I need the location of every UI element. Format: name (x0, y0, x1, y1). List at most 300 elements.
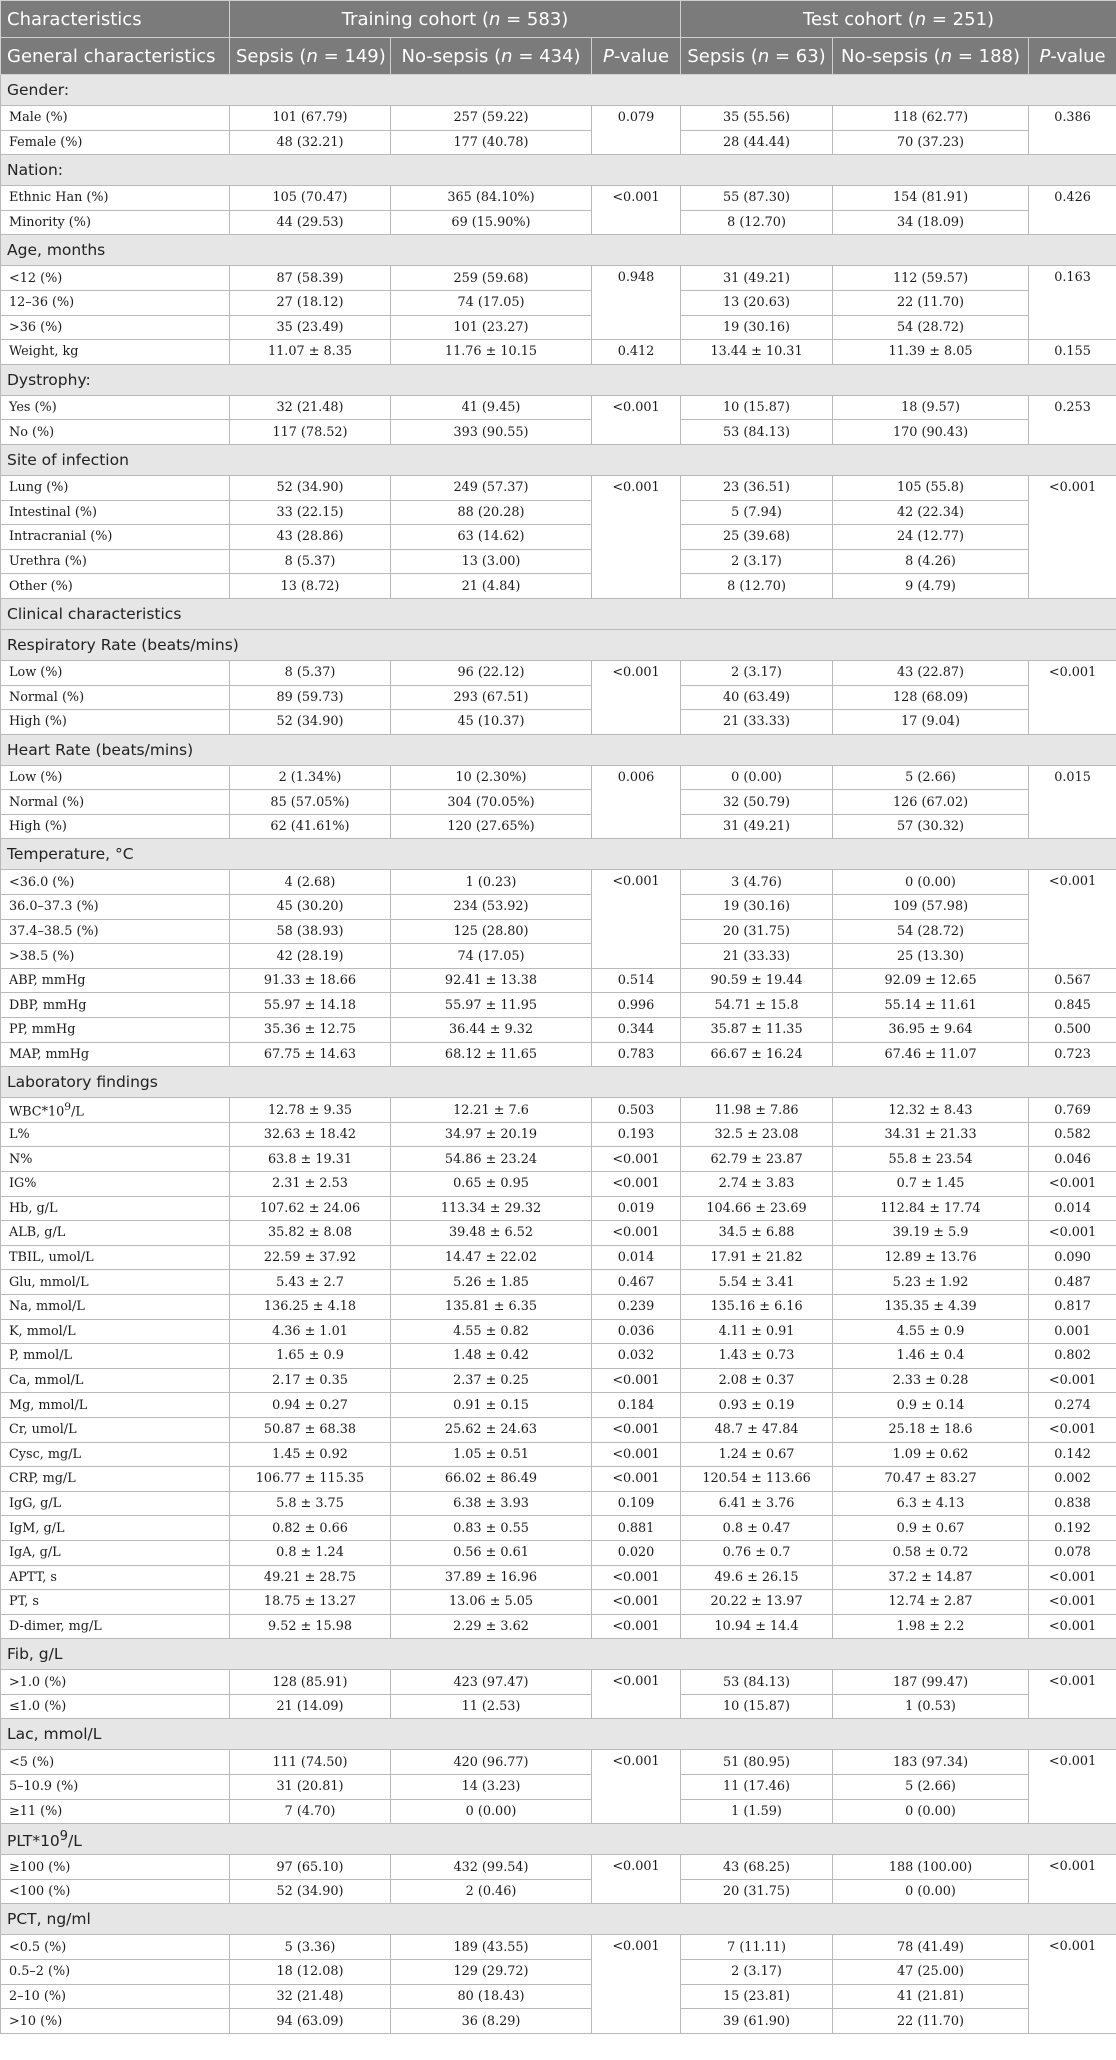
row-label: 2–10 (%) (1, 1984, 230, 2009)
row-label: IgM, g/L (1, 1516, 230, 1541)
train-pvalue-cell: 0.948 (592, 266, 681, 340)
train-nosepsis-cell: 5.26 ± 1.85 (391, 1270, 592, 1295)
train-sepsis-cell: 63.8 ± 19.31 (230, 1147, 391, 1172)
train-nosepsis-cell: 0.56 ± 0.61 (391, 1540, 592, 1565)
test-sepsis-cell: 25 (39.68) (681, 525, 833, 550)
section-title: Dystrophy: (1, 364, 1116, 395)
train-sepsis-cell: 1.65 ± 0.9 (230, 1344, 391, 1369)
section-header-row (1, 734, 1116, 765)
train-pvalue-cell: 0.239 (592, 1294, 681, 1319)
test-nosepsis-cell: 25 (13.30) (833, 944, 1029, 969)
table-row (1, 1670, 1116, 1695)
section-title: Clinical characteristics (1, 598, 1116, 629)
table-header (1, 1, 1116, 75)
row-label: 37.4–38.5 (%) (1, 919, 230, 944)
row-label: $WBC*10^9/L$ (1, 1098, 230, 1123)
train-sepsis-cell: 136.25 ± 4.18 (230, 1294, 391, 1319)
test-nosepsis-cell: 1 (0.53) (833, 1694, 1029, 1719)
test-pvalue-cell: <0.001 (1029, 1417, 1116, 1442)
train-sepsis-cell: 32.63 ± 18.42 (230, 1122, 391, 1147)
train-sepsis-cell: 5.43 ± 2.7 (230, 1270, 391, 1295)
table-row (1, 1565, 1116, 1590)
row-label: CRP, mg/L (1, 1467, 230, 1492)
table-row (1, 130, 1116, 155)
train-pvalue-cell: <0.001 (592, 1590, 681, 1615)
train-pvalue-cell: 0.503 (592, 1098, 681, 1123)
train-pvalue-cell: <0.001 (592, 1614, 681, 1639)
train-nosepsis-cell: 96 (22.12) (391, 660, 592, 685)
test-nosepsis-cell: 22 (11.70) (833, 290, 1029, 315)
row-label: 5–10.9 (%) (1, 1775, 230, 1800)
table-row (1, 395, 1116, 420)
table-row (1, 968, 1116, 993)
train-nosepsis-cell: 55.97 ± 11.95 (391, 993, 592, 1018)
test-sepsis-cell: 54.71 ± 15.8 (681, 993, 833, 1018)
characteristics-header: Characteristics (1, 1, 230, 38)
train-sepsis-cell: 128 (85.91) (230, 1670, 391, 1695)
train-pvalue-cell: <0.001 (592, 1467, 681, 1492)
row-label: L% (1, 1122, 230, 1147)
section-header-row (1, 1719, 1116, 1750)
test-pvalue-cell: <0.001 (1029, 870, 1116, 968)
train-sepsis-cell: 12.78 ± 9.35 (230, 1098, 391, 1123)
table-row (1, 525, 1116, 550)
train-nosepsis-cell: 10 (2.30%) (391, 765, 592, 790)
table-row (1, 1294, 1116, 1319)
train-nosepsis-cell: 113.34 ± 29.32 (391, 1196, 592, 1221)
train-nosepsis-cell: 13.06 ± 5.05 (391, 1590, 592, 1615)
section-header-row (1, 444, 1116, 475)
train-sepsis-cell: 8 (5.37) (230, 549, 391, 574)
train-nosepsis-cell: 1 (0.23) (391, 870, 592, 895)
row-label: Cysc, mg/L (1, 1442, 230, 1467)
test-nosepsis-cell: 118 (62.77) (833, 106, 1029, 131)
table-row (1, 1935, 1116, 1960)
test-sepsis-cell: 19 (30.16) (681, 315, 833, 340)
test-nosepsis-cell: 12.89 ± 13.76 (833, 1245, 1029, 1270)
test-sepsis-cell: 4.11 ± 0.91 (681, 1319, 833, 1344)
train-sepsis-cell: 91.33 ± 18.66 (230, 968, 391, 993)
row-label: 12–36 (%) (1, 290, 230, 315)
test-nosepsis-cell: 135.35 ± 4.39 (833, 1294, 1029, 1319)
test-nosepsis-cell: 54 (28.72) (833, 919, 1029, 944)
train-pvalue-cell: 0.109 (592, 1491, 681, 1516)
header-row-groups (1, 38, 1116, 75)
test-sepsis-cell: 5.54 ± 3.41 (681, 1270, 833, 1295)
table-row (1, 1750, 1116, 1775)
train-nosepsis-cell: 6.38 ± 3.93 (391, 1491, 592, 1516)
train-nosepsis-cell: 63 (14.62) (391, 525, 592, 550)
test-nosepsis-cell: 112 (59.57) (833, 266, 1029, 291)
row-label: Urethra (%) (1, 549, 230, 574)
test-sepsis-cell: 0.76 ± 0.7 (681, 1540, 833, 1565)
row-label: Other (%) (1, 574, 230, 599)
train-nosepsis-cell: 4.55 ± 0.82 (391, 1319, 592, 1344)
test-sepsis-cell: 2 (3.17) (681, 660, 833, 685)
train-nosepsis-cell: 41 (9.45) (391, 395, 592, 420)
section-header-row (1, 1067, 1116, 1098)
train-sepsis-cell: 27 (18.12) (230, 290, 391, 315)
row-label: IG% (1, 1172, 230, 1197)
train-pvalue-cell: 0.996 (592, 993, 681, 1018)
train-sepsis-cell: 49.21 ± 28.75 (230, 1565, 391, 1590)
row-label: Glu, mmol/L (1, 1270, 230, 1295)
table-row (1, 1245, 1116, 1270)
train-pvalue-cell: <0.001 (592, 870, 681, 968)
row-label: ≥11 (%) (1, 1799, 230, 1824)
test-nosepsis-cell: 22 (11.70) (833, 2009, 1029, 2034)
row-label: Intracranial (%) (1, 525, 230, 550)
test-pvalue-cell: 0.500 (1029, 1018, 1116, 1043)
train-sepsis-cell: 0.82 ± 0.66 (230, 1516, 391, 1541)
test-pvalue-cell: 0.002 (1029, 1467, 1116, 1492)
train-sepsis-cell: 44 (29.53) (230, 210, 391, 235)
train-nosepsis-cell: 432 (99.54) (391, 1855, 592, 1880)
train-pvalue-cell: <0.001 (592, 475, 681, 598)
train-nosepsis-cell: 0 (0.00) (391, 1799, 592, 1824)
section-header-row (1, 839, 1116, 870)
row-label: High (%) (1, 710, 230, 735)
test-sepsis-cell: 10.94 ± 14.4 (681, 1614, 833, 1639)
train-sepsis-cell: 58 (38.93) (230, 919, 391, 944)
row-label: Yes (%) (1, 395, 230, 420)
table-row (1, 1172, 1116, 1197)
test-sepsis-cell: 0.93 ± 0.19 (681, 1393, 833, 1418)
test-nosepsis-cell: 183 (97.34) (833, 1750, 1029, 1775)
test-sepsis-cell: 55 (87.30) (681, 186, 833, 211)
train-pvalue-cell: 0.412 (592, 340, 681, 365)
test-nosepsis-header: No-sepsis (n = 188) (833, 38, 1029, 75)
train-sepsis-cell: 107.62 ± 24.06 (230, 1196, 391, 1221)
table-row (1, 1018, 1116, 1043)
train-pvalue-cell: <0.001 (592, 1935, 681, 2033)
test-sepsis-cell: 2 (3.17) (681, 549, 833, 574)
row-label: Lung (%) (1, 475, 230, 500)
train-sepsis-cell: 21 (14.09) (230, 1694, 391, 1719)
table-row (1, 549, 1116, 574)
test-pvalue-cell: <0.001 (1029, 1590, 1116, 1615)
row-label: P, mmol/L (1, 1344, 230, 1369)
table-row (1, 500, 1116, 525)
test-nosepsis-cell: 187 (99.47) (833, 1670, 1029, 1695)
test-pvalue-cell: 0.274 (1029, 1393, 1116, 1418)
row-label: APTT, s (1, 1565, 230, 1590)
table-row (1, 870, 1116, 895)
table-row (1, 1368, 1116, 1393)
test-pvalue-cell: 0.802 (1029, 1344, 1116, 1369)
test-sepsis-cell: 49.6 ± 26.15 (681, 1565, 833, 1590)
row-label: High (%) (1, 814, 230, 839)
table-row (1, 1098, 1116, 1123)
test-nosepsis-cell: 4.55 ± 0.9 (833, 1319, 1029, 1344)
train-sepsis-cell: 18 (12.08) (230, 1960, 391, 1985)
table-row (1, 790, 1116, 815)
train-pvalue-cell: 0.006 (592, 765, 681, 839)
train-pvalue-cell: <0.001 (592, 1172, 681, 1197)
test-sepsis-cell: 15 (23.81) (681, 1984, 833, 2009)
table-row (1, 1147, 1116, 1172)
train-sepsis-cell: 101 (67.79) (230, 106, 391, 131)
train-pvalue-cell: <0.001 (592, 1565, 681, 1590)
test-nosepsis-cell: 5.23 ± 1.92 (833, 1270, 1029, 1295)
train-sepsis-cell: 35.82 ± 8.08 (230, 1221, 391, 1246)
table-row (1, 993, 1116, 1018)
train-sepsis-cell: 43 (28.86) (230, 525, 391, 550)
test-sepsis-cell: 135.16 ± 6.16 (681, 1294, 833, 1319)
table-row (1, 574, 1116, 599)
test-sepsis-cell: 66.67 ± 16.24 (681, 1042, 833, 1067)
section-title: Heart Rate (beats/mins) (1, 734, 1116, 765)
test-sepsis-cell: 0 (0.00) (681, 765, 833, 790)
train-sepsis-cell: 1.45 ± 0.92 (230, 1442, 391, 1467)
test-sepsis-cell: 31 (49.21) (681, 266, 833, 291)
train-pvalue-cell: 0.079 (592, 106, 681, 155)
test-pvalue-cell: 0.155 (1029, 340, 1116, 365)
train-nosepsis-cell: 125 (28.80) (391, 919, 592, 944)
test-sepsis-cell: 20.22 ± 13.97 (681, 1590, 833, 1615)
train-sepsis-cell: 13 (8.72) (230, 574, 391, 599)
table-row (1, 1799, 1116, 1824)
test-sepsis-cell: 8 (12.70) (681, 210, 833, 235)
test-pvalue-cell: 0.192 (1029, 1516, 1116, 1541)
section-title: Gender: (1, 75, 1116, 106)
section-header-row (1, 155, 1116, 186)
test-pvalue-cell: <0.001 (1029, 475, 1116, 598)
test-nosepsis-cell: 1.46 ± 0.4 (833, 1344, 1029, 1369)
train-nosepsis-cell: 25.62 ± 24.63 (391, 1417, 592, 1442)
test-sepsis-cell: 62.79 ± 23.87 (681, 1147, 833, 1172)
test-sepsis-cell: 1 (1.59) (681, 1799, 833, 1824)
test-pvalue-cell: <0.001 (1029, 1935, 1116, 2033)
train-nosepsis-cell: 34.97 ± 20.19 (391, 1122, 592, 1147)
row-label: Low (%) (1, 765, 230, 790)
train-nosepsis-cell: 88 (20.28) (391, 500, 592, 525)
train-nosepsis-cell: 101 (23.27) (391, 315, 592, 340)
test-nosepsis-cell: 0 (0.00) (833, 1879, 1029, 1904)
test-nosepsis-cell: 0 (0.00) (833, 870, 1029, 895)
table-row (1, 340, 1116, 365)
train-sepsis-cell: 2.17 ± 0.35 (230, 1368, 391, 1393)
train-nosepsis-cell: 129 (29.72) (391, 1960, 592, 1985)
test-nosepsis-cell: 70.47 ± 83.27 (833, 1467, 1029, 1492)
train-sepsis-cell: 97 (65.10) (230, 1855, 391, 1880)
train-sepsis-cell: 52 (34.90) (230, 710, 391, 735)
train-nosepsis-cell: 92.41 ± 13.38 (391, 968, 592, 993)
row-label: DBP, mmHg (1, 993, 230, 1018)
table-row (1, 1042, 1116, 1067)
test-sepsis-cell: 11.98 ± 7.86 (681, 1098, 833, 1123)
section-title: Lac, mmol/L (1, 1719, 1116, 1750)
train-sepsis-cell: 42 (28.19) (230, 944, 391, 969)
section-header-row (1, 364, 1116, 395)
row-label: 0.5–2 (%) (1, 1960, 230, 1985)
train-sepsis-cell: 33 (22.15) (230, 500, 391, 525)
test-nosepsis-cell: 39.19 ± 5.9 (833, 1221, 1029, 1246)
test-pvalue-cell: 0.253 (1029, 395, 1116, 444)
train-pvalue-cell: 0.032 (592, 1344, 681, 1369)
table-row (1, 1855, 1116, 1880)
test-sepsis-cell: 51 (80.95) (681, 1750, 833, 1775)
test-nosepsis-cell: 25.18 ± 18.6 (833, 1417, 1029, 1442)
test-nosepsis-cell: 105 (55.8) (833, 475, 1029, 500)
test-pvalue-cell: 0.838 (1029, 1491, 1116, 1516)
train-nosepsis-cell: 74 (17.05) (391, 290, 592, 315)
test-nosepsis-cell: 57 (30.32) (833, 814, 1029, 839)
test-nosepsis-cell: 47 (25.00) (833, 1960, 1029, 1985)
table-row (1, 710, 1116, 735)
row-label: Low (%) (1, 660, 230, 685)
test-nosepsis-cell: 18 (9.57) (833, 395, 1029, 420)
train-sepsis-cell: 32 (21.48) (230, 1984, 391, 2009)
table-row (1, 944, 1116, 969)
train-nosepsis-cell: 14.47 ± 22.02 (391, 1245, 592, 1270)
train-pvalue-cell: 0.783 (592, 1042, 681, 1067)
train-nosepsis-cell: 393 (90.55) (391, 420, 592, 445)
section-title: Temperature, °C (1, 839, 1116, 870)
test-nosepsis-cell: 112.84 ± 17.74 (833, 1196, 1029, 1221)
table-row (1, 1775, 1116, 1800)
train-pvalue-cell: <0.001 (592, 186, 681, 235)
test-pvalue-cell: <0.001 (1029, 1750, 1116, 1824)
train-nosepsis-cell: 293 (67.51) (391, 685, 592, 710)
test-nosepsis-cell: 34 (18.09) (833, 210, 1029, 235)
row-label: ≤1.0 (%) (1, 1694, 230, 1719)
test-nosepsis-cell: 0.58 ± 0.72 (833, 1540, 1029, 1565)
train-nosepsis-header: No-sepsis (n = 434) (391, 38, 592, 75)
row-label: ABP, mmHg (1, 968, 230, 993)
table-row (1, 420, 1116, 445)
train-sepsis-cell: 111 (74.50) (230, 1750, 391, 1775)
train-nosepsis-cell: 45 (10.37) (391, 710, 592, 735)
test-nosepsis-cell: 12.32 ± 8.43 (833, 1098, 1029, 1123)
train-nosepsis-cell: 2.29 ± 3.62 (391, 1614, 592, 1639)
train-nosepsis-cell: 1.05 ± 0.51 (391, 1442, 592, 1467)
test-pvalue-cell: 0.090 (1029, 1245, 1116, 1270)
test-pvalue-cell: 0.769 (1029, 1098, 1116, 1123)
train-nosepsis-cell: 135.81 ± 6.35 (391, 1294, 592, 1319)
train-sepsis-cell: 7 (4.70) (230, 1799, 391, 1824)
train-sepsis-header: Sepsis (n = 149) (230, 38, 391, 75)
row-label: Normal (%) (1, 790, 230, 815)
train-sepsis-cell: 52 (34.90) (230, 475, 391, 500)
table-row (1, 1516, 1116, 1541)
test-nosepsis-cell: 37.2 ± 14.87 (833, 1565, 1029, 1590)
row-label: MAP, mmHg (1, 1042, 230, 1067)
section-title: $PLT*10^9/L$ (1, 1824, 1116, 1855)
test-sepsis-cell: 40 (63.49) (681, 685, 833, 710)
test-sepsis-cell: 35 (55.56) (681, 106, 833, 131)
row-label: Minority (%) (1, 210, 230, 235)
test-nosepsis-cell: 55.14 ± 11.61 (833, 993, 1029, 1018)
test-nosepsis-cell: 43 (22.87) (833, 660, 1029, 685)
row-label: >1.0 (%) (1, 1670, 230, 1695)
train-sepsis-cell: 9.52 ± 15.98 (230, 1614, 391, 1639)
table-row (1, 685, 1116, 710)
test-sepsis-cell: 34.5 ± 6.88 (681, 1221, 833, 1246)
train-sepsis-cell: 31 (20.81) (230, 1775, 391, 1800)
test-pvalue-cell: 0.386 (1029, 106, 1116, 155)
test-nosepsis-cell: 1.98 ± 2.2 (833, 1614, 1029, 1639)
test-pvalue-cell: 0.046 (1029, 1147, 1116, 1172)
train-sepsis-cell: 105 (70.47) (230, 186, 391, 211)
table-row (1, 1221, 1116, 1246)
test-nosepsis-cell: 126 (67.02) (833, 790, 1029, 815)
table-row (1, 1614, 1116, 1639)
table-row (1, 106, 1116, 131)
test-nosepsis-cell: 0.9 ± 0.67 (833, 1516, 1029, 1541)
train-nosepsis-cell: 54.86 ± 23.24 (391, 1147, 592, 1172)
table-row (1, 2009, 1116, 2034)
test-pvalue-cell: 0.817 (1029, 1294, 1116, 1319)
train-nosepsis-cell: 257 (59.22) (391, 106, 592, 131)
test-sepsis-cell: 11 (17.46) (681, 1775, 833, 1800)
test-pvalue-cell: 0.487 (1029, 1270, 1116, 1295)
test-nosepsis-cell: 24 (12.77) (833, 525, 1029, 550)
table-row (1, 1491, 1116, 1516)
row-label: Male (%) (1, 106, 230, 131)
test-nosepsis-cell: 36.95 ± 9.64 (833, 1018, 1029, 1043)
train-sepsis-cell: 45 (30.20) (230, 895, 391, 920)
test-nosepsis-cell: 54 (28.72) (833, 315, 1029, 340)
train-pvalue-cell: <0.001 (592, 660, 681, 734)
test-sepsis-cell: 23 (36.51) (681, 475, 833, 500)
test-pvalue-cell: 0.014 (1029, 1196, 1116, 1221)
train-sepsis-cell: 22.59 ± 37.92 (230, 1245, 391, 1270)
train-sepsis-cell: 35 (23.49) (230, 315, 391, 340)
train-sepsis-cell: 2.31 ± 2.53 (230, 1172, 391, 1197)
table-row (1, 1694, 1116, 1719)
train-nosepsis-cell: 11 (2.53) (391, 1694, 592, 1719)
train-nosepsis-cell: 189 (43.55) (391, 1935, 592, 1960)
row-label: PT, s (1, 1590, 230, 1615)
test-sepsis-cell: 17.91 ± 21.82 (681, 1245, 833, 1270)
row-label: IgG, g/L (1, 1491, 230, 1516)
test-nosepsis-cell: 41 (21.81) (833, 1984, 1029, 2009)
test-pvalue-cell: <0.001 (1029, 1221, 1116, 1246)
table-row (1, 1319, 1116, 1344)
section-header-row (1, 629, 1116, 660)
test-pvalue-cell: <0.001 (1029, 1172, 1116, 1197)
row-label: D-dimer, mg/L (1, 1614, 230, 1639)
test-nosepsis-cell: 70 (37.23) (833, 130, 1029, 155)
test-nosepsis-cell: 67.46 ± 11.07 (833, 1042, 1029, 1067)
test-nosepsis-cell: 92.09 ± 12.65 (833, 968, 1029, 993)
train-sepsis-cell: 94 (63.09) (230, 2009, 391, 2034)
row-label: Normal (%) (1, 685, 230, 710)
table-row (1, 1270, 1116, 1295)
test-sepsis-cell: 0.8 ± 0.47 (681, 1516, 833, 1541)
row-label: Weight, kg (1, 340, 230, 365)
test-sepsis-cell: 31 (49.21) (681, 814, 833, 839)
test-pvalue-cell: <0.001 (1029, 1670, 1116, 1719)
train-sepsis-cell: 106.77 ± 115.35 (230, 1467, 391, 1492)
train-nosepsis-cell: 177 (40.78) (391, 130, 592, 155)
train-sepsis-cell: 32 (21.48) (230, 395, 391, 420)
table-row (1, 1196, 1116, 1221)
table-row (1, 1344, 1116, 1369)
train-nosepsis-cell: 36.44 ± 9.32 (391, 1018, 592, 1043)
train-nosepsis-cell: 66.02 ± 86.49 (391, 1467, 592, 1492)
train-pvalue-cell: 0.514 (592, 968, 681, 993)
test-pvalue-cell: 0.163 (1029, 266, 1116, 340)
train-pvalue-cell: <0.001 (592, 1670, 681, 1719)
row-label: >36 (%) (1, 315, 230, 340)
row-label: ALB, g/L (1, 1221, 230, 1246)
test-nosepsis-cell: 5 (2.66) (833, 765, 1029, 790)
table-row (1, 1540, 1116, 1565)
test-nosepsis-cell: 11.39 ± 8.05 (833, 340, 1029, 365)
test-pvalue-cell: 0.567 (1029, 968, 1116, 993)
